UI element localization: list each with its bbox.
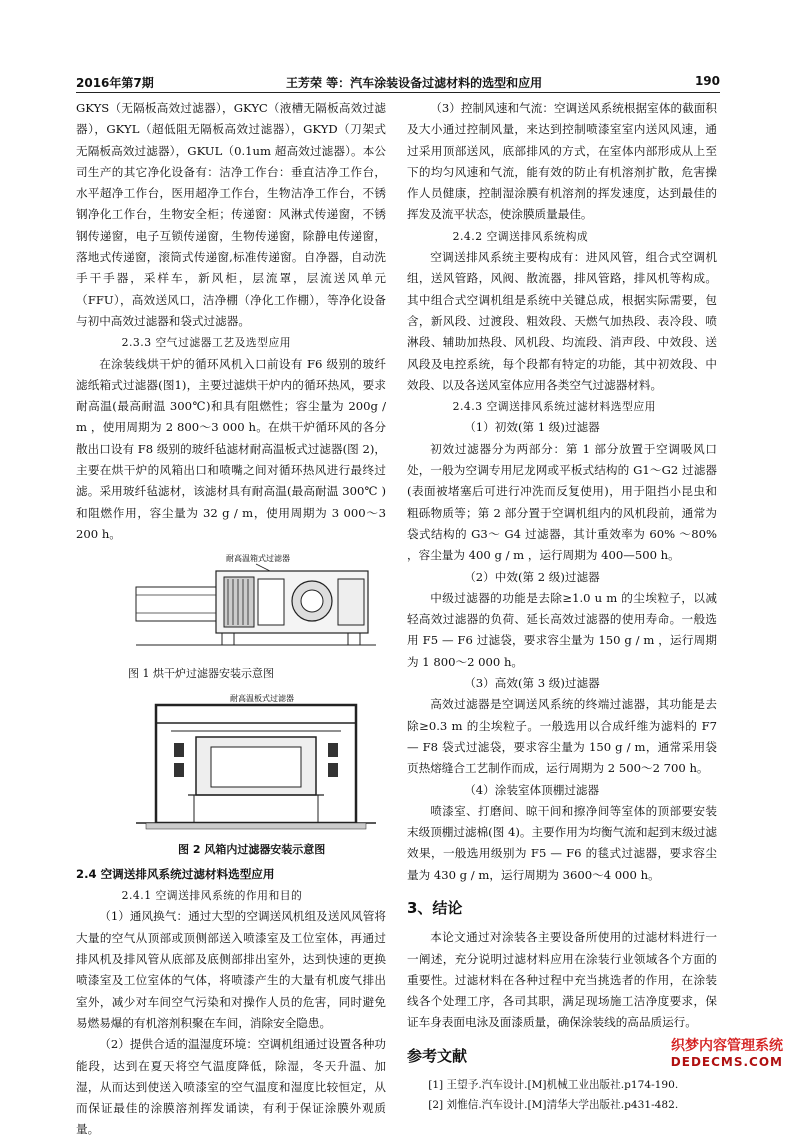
references-heading: 参考文献 (407, 1046, 468, 1065)
conclusion-heading: 3、结论 (407, 898, 463, 917)
paragraph: 空调送排风系统主要构成有：进风风管，组合式空调机组，送风管路，风阀、散流器，排风管路，排风机等构成。其中组合式空调机组是系统中关键总成，根据实际需要，包含，新风段、过渡段、粗效段、天燃气加热段、表冷段、喷淋段、辅助加热段、风机段、均流段、消声段、中效段、送风段及电控系统，每个段都有特定的功能，其中初效段、中效段、以及各送风室体应用各类空气过滤器材料。 (407, 250, 717, 392)
figure-2-caption: 图 2 风箱内过滤器安装示意图 (178, 842, 326, 856)
figure-2-airbox-diagram (76, 691, 386, 839)
running-title: 王芳荣 等：汽车涂装设备过滤材料的选型和应用 (286, 76, 543, 90)
running-header (76, 72, 720, 93)
paragraph: （1）通风换气：通过大型的空调送风机组及送风风管将大量的空气从顶部或顶侧部送入喷漆室及工位室体，再通过排风机及排风管从底部及底侧部排出室外，达到快速的更换喷漆室及工位室体的气体，将喷漆产生的大量有机废气排出室外，减少对车间空气污染和对操作人员的危害，同时避免易燃易爆的有机溶剂积聚在车间，消除安全隐患。 (76, 909, 386, 1030)
page-number: 190 (694, 74, 720, 88)
subsection-heading: 2.4.1 空调送排风系统的作用和目的 (121, 889, 303, 903)
paragraph: 高效过滤器是空调送风系统的终端过滤器，其功能是去除≥0.3 m 的尘埃粒子。一般选用以合成纤维为滤料的 F7 — F8 袋式过滤袋，要求容尘量为 150 g / m，通常采用袋页热熔缝合工艺制作而成，运行周期为 2 500～2 700 h。 (407, 697, 717, 776)
figure-2-label: 耐高温板式过滤器 (230, 693, 294, 703)
figure-1-oven-diagram (76, 549, 386, 661)
item-heading: （2）中效(第 2 级)过滤器 (464, 569, 600, 584)
paragraph: GKYS（无隔板高效过滤器），GKYC（液槽无隔板高效过滤器），GKYL（超低阻无隔板高效过滤器），GKYD（刀架式无隔板高效过滤器），GKUL（0.1um 超高效过滤器）。本公司生产的其它净化设备有：洁净工作台：垂直洁净工作台，水平超净工作台，医用超净工作台，生物洁净工作台，不锈钢净化工作台，生物安全柜；传递窗：风淋式传递窗，不锈钢传递窗，电子互锁传递窗，生物传递窗，除静电传递窗，落地式传递窗，滚筒式传递窗,标准传递窗。自净器，自动洗手干手器，采样车，新风柜，层流罩，层流送风单元（FFU），高效送风口，洁净棚（净化工作棚），等净化设备与初中高效过滤器和袋式过滤器。 (76, 101, 386, 328)
left-column (76, 98, 386, 1141)
item-heading: （1）初效(第 1 级)过滤器 (464, 420, 600, 435)
paragraph: 在涂装线烘干炉的循环风机入口前设有 F6 级别的玻纤滤纸箱式过滤器(图1)，主要过滤烘干炉内的循环热风，要求耐高温(最高耐温 300℃)和具有阻燃性；容尘量为 200g / m ，使用周期为 2 800～3 000 h。在烘干炉循环风的各分散出口设有 F8 级别的玻纤毡滤材耐高温板式过滤器(图 2)，主要在烘干炉的风箱出口和喷嘴之间对循环热风进行最终过滤。采用玻纤毡滤材，该滤材具有耐高温(最高耐温 300℃ )和阻燃作用，容尘量为 32 g / m，使用周期为 3 000～3 200 h。 (76, 356, 386, 541)
paragraph: 本论文通过对涂装各主要设备所使用的过滤材料进行一一阐述，充分说明过滤材料应用在涂装行业领域各个方面的重要性。过滤材料在各种过程中充当挑选者的作用，在涂装线各个处理工序，各司其职，满足现场施工洁净度要求，保证车身表面电泳及面漆质量，确保涂装线的高品质运行。 (407, 930, 717, 1030)
issue-label: 2016年第7期 (76, 76, 154, 90)
paragraph: 喷漆室、打磨间、晾干间和擦净间等室体的顶部要安装末级顶棚过滤棉(图 4)。主要作用为均衡气流和起到末级过滤效果，一般选用级别为 F5 — F6 的毯式过滤器，要求容尘量为 430 g / m，运行周期为 3600～4 000 h。 (407, 803, 717, 882)
paragraph: （2）提供合适的温湿度环境：空调机组通过设置各种功能段，达到在夏天将空气温度降低，除湿，冬天升温、加湿，从而达到使送入喷漆室的空气温度和湿度比较恒定，从而保证最佳的涂膜溶剂挥发诵读，有利于保证涂膜外观质量。 (76, 1037, 386, 1137)
subsection-heading: 2.4.2 空调送排风系统构成 (452, 229, 589, 243)
reference-item: [1] 王望予.汽车设计.[M]机械工业出版社.p174-190. (428, 1079, 679, 1092)
item-heading: （4）涂装室体顶棚过滤器 (464, 782, 600, 797)
subsection-heading: 2.3.3 空气过滤器工艺及选型应用 (121, 336, 292, 350)
subsection-heading: 2.4.3 空调送排风系统过滤材料选型应用 (452, 400, 656, 414)
paragraph: 中级过滤器的功能是去除≥1.0 u m 的尘埃粒子，以减轻高效过滤器的负荷、延长高效过滤器的使用寿命。一般选用 F5 — F6 过滤袋，要求容尘量为 150 g / m ，运行周期为 1 800～2 000 h。 (407, 590, 717, 669)
paragraph: （3）控制风速和气流：空调送风系统根据室体的截面积及大小通过控制风量，来达到控制喷漆室室内送风风速，通过采用顶部送风，底部排风的方式，在室体内部形成从上至下的均匀风速和气流，能有效的防止有机溶剂扩散，危害操作人员健康，控制湿涂膜有机溶剂的挥发速度，达到最佳的挥发及流平状态，使涂膜质量最佳。 (407, 101, 717, 222)
watermark-url: DEDECMS.COM (670, 1055, 783, 1069)
figure-1-label: 耐高温箱式过滤器 (226, 554, 290, 564)
paragraph: 初效过滤器分为两部分：第 1 部分放置于空调吸风口处，一般为空调专用尼龙网或平板式结构的 G1～G2 过滤器(表面被堵塞后可进行冲洗而反复使用)，用于阻挡小昆虫和粗砾物质等；第 2 部分置于空调机组内的风机段前，通常为袋式结构的 G3～ G4 过滤器，其计重效率为 60% ～80% ，容尘量为 400 g / m ，运行周期为 400—500 h。 (407, 441, 717, 563)
reference-item: [2] 刘惟信.汽车设计.[M]清华大学出版社.p431-482. (428, 1099, 679, 1112)
item-heading: （3）高效(第 3 级)过滤器 (464, 676, 600, 691)
watermark (671, 1035, 783, 1069)
watermark-text: 织梦内容管理系统 (671, 1038, 783, 1054)
right-column (407, 98, 717, 1115)
figure-1-caption: 图 1 烘干炉过滤器安装示意图 (128, 667, 274, 681)
section-heading: 2.4 空调送排风系统过滤材料选型应用 (76, 866, 275, 881)
